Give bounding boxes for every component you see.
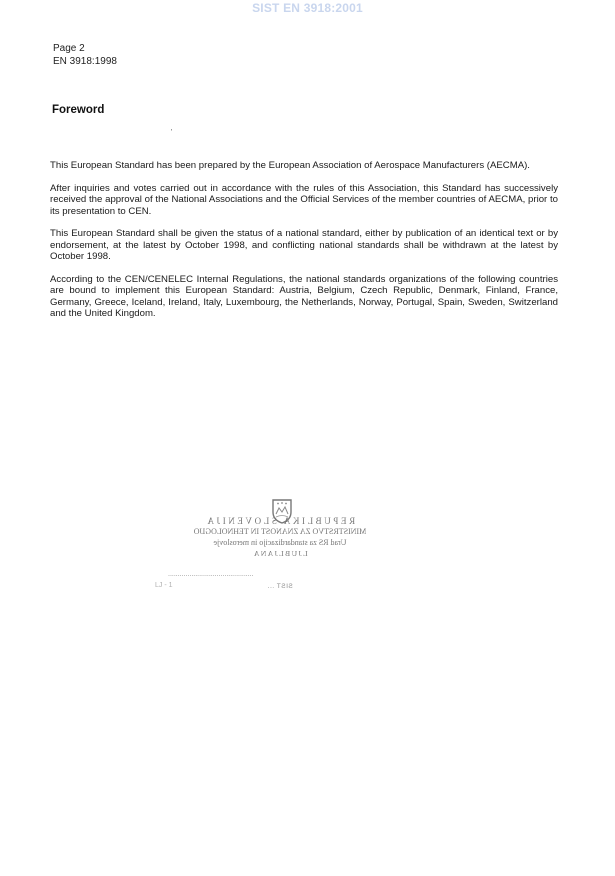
foreword-body [50, 160, 558, 331]
paragraph-status: This European Standard shall be given the status of a national standard, either by publication of an identical text or by endorsement, at the latest by October 1998, and conflicting national standards shall be withdrawn at the latest by October 1998. [50, 228, 558, 262]
stamp-office-text: Urad RS za standardizacijo in meroslovje [213, 538, 347, 547]
paragraph-preparation: This European Standard has been prepared by the European Association of Aerospace Manufacturers (AECMA). [50, 160, 530, 171]
document-watermark: SIST EN 3918:2001 [252, 1, 363, 15]
stamp-signature-line: ............................................ [168, 571, 254, 578]
stamp-ministry-text: MINISTRSTVO ZA ZNANOST IN TEHNOLOGIJO [193, 527, 367, 536]
page-header [53, 42, 117, 68]
stamp-faint-text: LJ - 1 [155, 582, 173, 589]
paragraph-countries: According to the CEN/CENELEC Internal Regulations, the national standards organizations of the following countries are bound to implement this European Standard: Austria, Belgium, Czech Republic, Denmark, Finland, France, Germany, Greece, Iceland, Ireland, Italy, Luxembourg, the Netherlands, Norway, Portugal, Spain, Sweden, Switzerland and the United Kingdom. [50, 273, 558, 319]
scan-mark: ' [171, 129, 173, 136]
official-stamp [150, 495, 410, 600]
stamp-bottom-text: SIST ... [267, 583, 293, 590]
page-number: Page 2 [53, 43, 85, 54]
stamp-republic-text: REPUBLIKA SLOVENIJA [204, 516, 356, 526]
paragraph-approval: After inquiries and votes carried out in accordance with the rules of this Association, this Standard has successively received the approval of the National Associations and the Official Services of the member countries of AECMA, prior to its presentation to CEN. [50, 182, 558, 217]
foreword-heading: Foreword [52, 104, 105, 116]
stamp-city-text: LJUBLJANA [252, 549, 308, 558]
standard-id: EN 3918:1998 [53, 56, 117, 67]
